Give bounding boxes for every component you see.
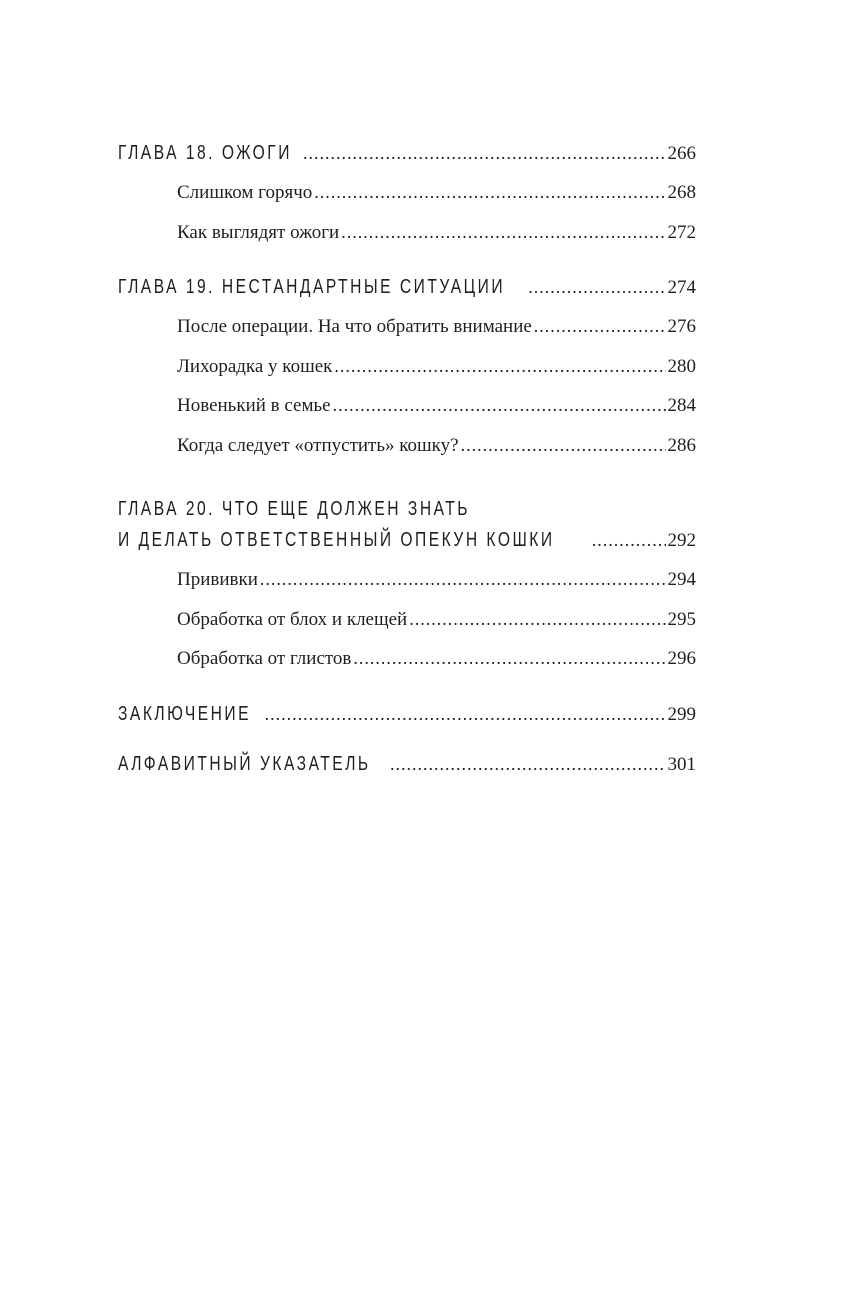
section-title: Новенький в семье <box>177 395 331 416</box>
dot-leader <box>390 754 666 775</box>
dot-leader <box>528 277 665 298</box>
dot-leader <box>461 435 666 456</box>
page-number: 301 <box>667 753 696 775</box>
section-title: Обработка от блох и клещей <box>177 608 408 630</box>
chapter-title-line-1: ГЛАВА 20. ЧТО ЕЩЕ ДОЛЖЕН ЗНАТЬ <box>118 498 471 520</box>
toc-entry-chapter-20[interactable] <box>118 489 696 569</box>
page-number: 284 <box>667 395 696 416</box>
toc-entry-chapter-18[interactable] <box>118 142 696 182</box>
page-number: 274 <box>667 277 696 298</box>
page-number: 268 <box>667 182 696 203</box>
page-number: 266 <box>667 143 696 164</box>
toc-entry-section[interactable] <box>118 356 696 396</box>
dot-leader <box>265 704 666 725</box>
toc-entry-section[interactable] <box>118 222 696 262</box>
page-number: 292 <box>667 530 696 551</box>
section-title: Обработка от глистов <box>177 648 352 669</box>
toc-entry-chapter-19[interactable] <box>118 276 696 316</box>
toc-entry-section[interactable] <box>118 648 696 688</box>
dot-leader <box>409 609 665 630</box>
section-title: После операции. На что обратить внимание <box>177 316 532 337</box>
page-number: 280 <box>667 355 696 377</box>
chapter-title: ЗАКЛЮЧЕНИЕ <box>118 702 252 725</box>
dot-leader <box>534 316 666 337</box>
dot-leader <box>353 648 665 669</box>
dot-leader <box>303 143 665 164</box>
table-of-contents <box>118 142 696 793</box>
chapter-title: ГЛАВА 18. ОЖОГИ <box>118 142 292 164</box>
toc-entry-section[interactable] <box>118 316 696 356</box>
dot-leader <box>314 182 665 203</box>
toc-entry-section[interactable] <box>118 182 696 222</box>
page-number: 286 <box>667 434 696 456</box>
toc-entry-section[interactable] <box>118 569 696 609</box>
toc-entry-conclusion[interactable] <box>118 703 696 753</box>
dot-leader <box>333 395 666 416</box>
page-number: 295 <box>667 608 696 630</box>
chapter-title-line-2: И ДЕЛАТЬ ОТВЕТСТВЕННЫЙ ОПЕКУН КОШКИ <box>118 529 555 551</box>
section-title: Лихорадка у кошек <box>177 355 333 377</box>
dot-leader <box>334 356 665 377</box>
section-title: Слишком горячо <box>177 182 313 203</box>
toc-entry-section[interactable] <box>118 435 696 475</box>
toc-entry-index[interactable] <box>118 753 696 793</box>
chapter-title-line-2-row <box>118 529 696 569</box>
page-number: 296 <box>667 648 696 669</box>
page-number: 276 <box>667 316 696 337</box>
section-title: Как выглядят ожоги <box>177 221 340 243</box>
chapter-title: АЛФАВИТНЫЙ УКАЗАТЕЛЬ <box>118 752 371 775</box>
chapter-title: ГЛАВА 19. НЕСТАНДАРТНЫЕ СИТУАЦИИ <box>118 276 506 298</box>
dot-leader <box>260 569 666 590</box>
dot-leader <box>592 530 666 551</box>
section-title: Прививки <box>177 569 258 590</box>
page-number: 299 <box>667 703 696 725</box>
page-number: 294 <box>667 569 696 590</box>
page-number: 272 <box>667 221 696 243</box>
toc-entry-section[interactable] <box>118 395 696 435</box>
section-title: Когда следует «отпустить» кошку? <box>177 434 459 456</box>
dot-leader <box>341 222 665 243</box>
toc-entry-section[interactable] <box>118 609 696 649</box>
